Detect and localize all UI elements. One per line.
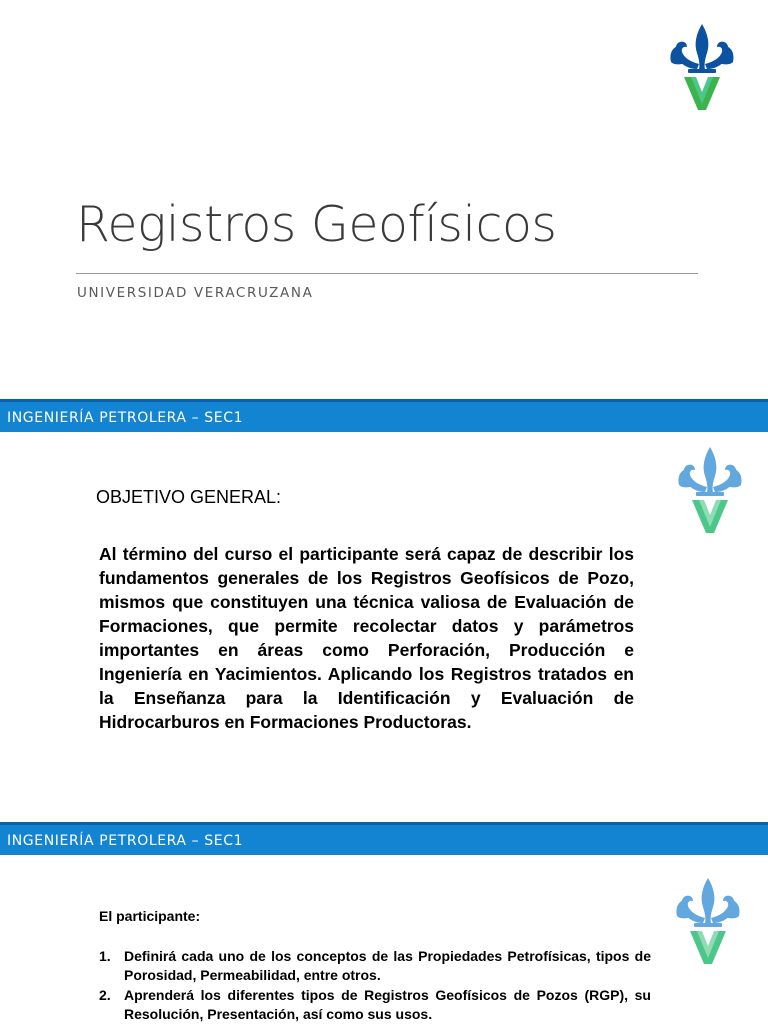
slide-objective bbox=[0, 399, 768, 821]
header-title: INGENIERÍA PETROLERA – SEC1 bbox=[7, 833, 244, 849]
header-bar bbox=[0, 399, 768, 432]
title-divider bbox=[76, 273, 698, 274]
list-item bbox=[99, 947, 651, 985]
list-item-number: 1. bbox=[99, 948, 111, 964]
list-item-number: 2. bbox=[99, 987, 111, 1003]
participant-list bbox=[99, 947, 651, 1024]
presentation-subtitle: UNIVERSIDAD VERACRUZANA bbox=[77, 285, 314, 301]
objective-heading: OBJETIVO GENERAL: bbox=[96, 487, 282, 507]
slide-participant bbox=[0, 822, 768, 1024]
participant-heading: El participante: bbox=[99, 908, 201, 924]
list-item bbox=[99, 986, 651, 1024]
objective-body: Al término del curso el participante será capaz de describir los fundamentos generales de los Registros Geofísicos de Pozo, mismos que constituyen una técnica valiosa de Evaluación de Formaciones, que permite recolectar datos y parámetros importantes en áreas como Perforación, Producción e Ingeniería en Yacimientos. Aplicando los Registros tratados en la Enseñanza para la Identificación y Evaluación de Hidrocarburos en Formaciones Productoras. bbox=[99, 544, 634, 732]
header-bar bbox=[0, 822, 768, 855]
header-title: INGENIERÍA PETROLERA – SEC1 bbox=[7, 410, 244, 426]
uv-logo-icon bbox=[674, 445, 746, 535]
list-item-text: Aprenderá los diferentes tipos de Registros Geofísicos de Pozos (RGP), su Resolución, Presentación, así como sus usos. bbox=[124, 987, 651, 1022]
slide-title bbox=[0, 0, 768, 398]
uv-logo-icon bbox=[666, 22, 738, 112]
uv-logo-icon bbox=[672, 876, 744, 966]
presentation-title: Registros Geofísicos bbox=[76, 196, 557, 253]
list-item-text: Definirá cada uno de los conceptos de las Propiedades Petrofísicas, tipos de Porosidad, Permeabilidad, entre otros. bbox=[124, 948, 651, 983]
